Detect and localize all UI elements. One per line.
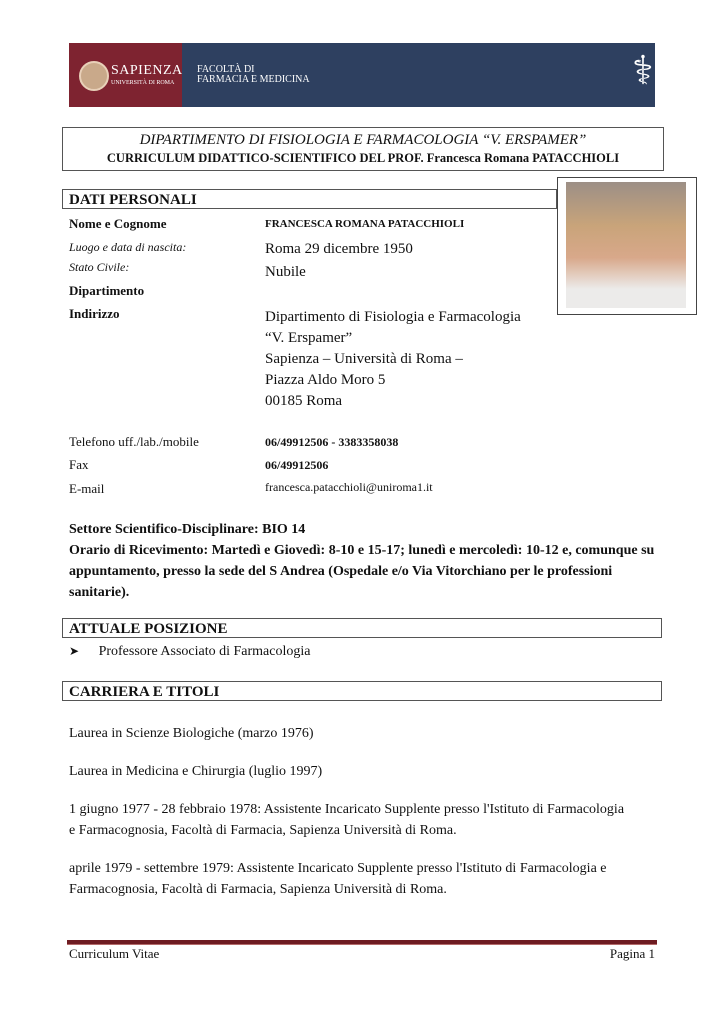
section-dati-personali: DATI PERSONALI bbox=[62, 189, 557, 209]
phone-value: 06/49912506 - 3383358038 bbox=[265, 435, 399, 449]
sapienza-logo bbox=[69, 43, 182, 107]
faculty-name bbox=[197, 65, 310, 85]
faculty-line-2: FARMACIA E MEDICINA bbox=[197, 74, 310, 85]
profile-photo bbox=[557, 177, 697, 315]
phone-label: Telefono uff./lab./mobile bbox=[69, 434, 199, 449]
university-name: SAPIENZA bbox=[111, 63, 183, 78]
university-subtitle: UNIVERSITÀ DI ROMA bbox=[111, 80, 175, 86]
fax-label: Fax bbox=[69, 457, 89, 472]
scientific-sector: Settore Scientifico-Disciplinare: BIO 14 bbox=[69, 522, 306, 537]
career-item: 1 giugno 1977 - 28 febbraio 1978: Assistente Incaricato Supplente presso l'Istituto di Farmacologia e Farmacognosia, Facoltà di Farmacia, Sapienza Università di Roma. bbox=[69, 802, 625, 838]
section-attuale-posizione: ATTUALE POSIZIONE bbox=[62, 618, 662, 638]
curriculum-title: CURRICULUM DIDATTICO-SCIENTIFICO DEL PROF. Francesca Romana PATACCHIOLI bbox=[106, 151, 620, 165]
address-value bbox=[265, 307, 521, 412]
page-number: Pagina 1 bbox=[609, 946, 655, 961]
arrow-bullet-icon: ➤ bbox=[69, 644, 80, 658]
department-title: DIPARTIMENTO DI FISIOLOGIA E FARMACOLOGIA “V. ERSPAMER” bbox=[139, 132, 587, 148]
faculty-banner bbox=[69, 43, 655, 107]
civil-status-label: Stato Civile: bbox=[69, 260, 130, 274]
birth-value: Roma 29 dicembre 1950 bbox=[265, 241, 413, 257]
address-line: Piazza Aldo Moro 5 bbox=[265, 372, 386, 388]
position-item bbox=[69, 641, 310, 662]
career-item: aprile 1979 - settembre 1979: Assistente Incaricato Supplente presso l'Istituto di Farmacologia e Farmacognosia, Facoltà di Farmacia, Sapienza Università di Roma. bbox=[69, 861, 607, 897]
address-line: Dipartimento di Fisiologia e Farmacologia bbox=[265, 309, 521, 325]
section-carriera-titoli: CARRIERA E TITOLI bbox=[62, 681, 662, 701]
staff-of-asclepius-icon: ⚕ bbox=[632, 48, 654, 93]
photo-image bbox=[566, 182, 686, 308]
email-label: E-mail bbox=[69, 481, 105, 496]
title-box bbox=[62, 127, 664, 171]
civil-status-value: Nubile bbox=[265, 264, 306, 280]
fax-value: 06/49912506 bbox=[265, 458, 329, 472]
address-line: “V. Erspamer” bbox=[265, 330, 353, 346]
name-value: FRANCESCA ROMANA PATACCHIOLI bbox=[265, 218, 465, 230]
address-label: Indirizzo bbox=[69, 306, 120, 321]
footer-divider bbox=[67, 940, 657, 945]
footer-title: Curriculum Vitae bbox=[69, 946, 160, 961]
address-line: Sapienza – Università di Roma – bbox=[265, 351, 463, 367]
address-line: 00185 Roma bbox=[265, 393, 343, 409]
office-hours: Orario di Ricevimento: Martedì e Giovedì: 8-10 e 15-17; lunedì e mercoledì: 10-12 e, comunque su appuntamento, presso la sede del S Andrea (Ospedale e/o Via Vitorchiano per le professioni sanitarie). bbox=[69, 543, 655, 600]
name-label: Nome e Cognome bbox=[69, 216, 167, 231]
career-item: Laurea in Medicina e Chirurgia (luglio 1997) bbox=[69, 764, 323, 779]
career-item: Laurea in Scienze Biologiche (marzo 1976) bbox=[69, 726, 314, 741]
position-text: Professore Associato di Farmacologia bbox=[98, 644, 311, 659]
email-link[interactable]: francesca.patacchioli@uniroma1.it bbox=[265, 480, 433, 494]
faculty-line-1: FACOLTÀ DI bbox=[197, 64, 255, 75]
birth-label: Luogo e data di nascita: bbox=[69, 240, 187, 254]
sapienza-seal-icon bbox=[79, 61, 109, 91]
department-label: Dipartimento bbox=[69, 283, 145, 298]
